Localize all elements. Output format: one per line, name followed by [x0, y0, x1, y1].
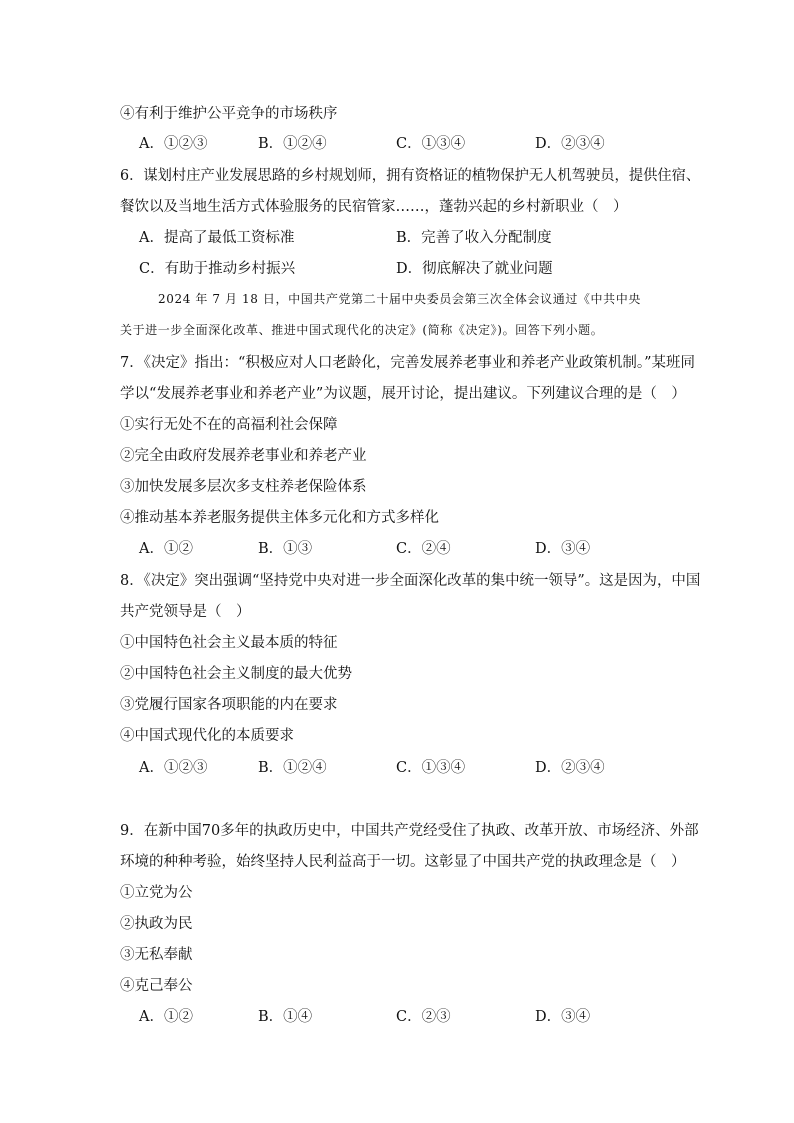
q9-option-c: C．②③ [396, 1009, 451, 1025]
q9-item-3: ③无私奉献 [120, 947, 193, 963]
q8-option-c: C．①③④ [396, 760, 466, 776]
q9-stem-line2: 环境的种种考验，始终坚持人民利益高于一切。这彰显了中国共产党的执政理念是（ ） [120, 854, 686, 870]
material-line1: 2024 年 7 月 18 日，中国共产党第二十届中央委员会第三次全体会议通过《中共中央 [158, 292, 641, 306]
q9-option-b: B．①④ [258, 1009, 313, 1025]
q7-stem-line2: 学以“发展养老事业和养老产业”为议题，展开讨论，提出建议。下列建议合理的是（ ） [120, 386, 686, 402]
q8-option-d: D．②③④ [535, 760, 605, 776]
material-line2: 关于进一步全面深化改革、推进中国式现代化的决定》(简称《决定》)。回答下列小题。 [120, 323, 604, 337]
q6-option-b: B．完善了收入分配制度 [396, 230, 552, 246]
q6-stem-line2: 餐饮以及当地生活方式体验服务的民宿管家……，蓬勃兴起的乡村新职业（ ） [120, 199, 628, 215]
q7-option-d: D．③④ [535, 541, 591, 557]
q7-item-3: ③加快发展多层次多支柱养老保险体系 [120, 479, 367, 495]
q9-option-d: D．③④ [535, 1009, 591, 1025]
q6-stem-line1: 6．谋划村庄产业发展思路的乡村规划师，拥有资格证的植物保护无人机驾驶员，提供住宿、 [120, 168, 701, 184]
q6-option-a: A．提高了最低工资标准 [139, 230, 295, 246]
q8-item-4: ④中国式现代化的本质要求 [120, 728, 294, 744]
q9-item-4: ④克己奉公 [120, 978, 193, 994]
q8-item-3: ③党履行国家各项职能的内在要求 [120, 697, 338, 713]
q8-item-2: ②中国特色社会主义制度的最大优势 [120, 666, 352, 682]
q8-stem-line2: 共产党领导是（ ） [120, 604, 251, 620]
q7-option-b: B．①③ [258, 541, 313, 557]
q7-option-a: A．①② [139, 541, 193, 557]
q8-option-b: B．①②④ [258, 760, 327, 776]
q6-option-c: C．有助于推动乡村振兴 [139, 261, 296, 277]
q9-item-1: ①立党为公 [120, 885, 193, 901]
q9-item-2: ②执政为民 [120, 916, 193, 932]
q5-item-4: ④有利于维护公平竞争的市场秩序 [120, 106, 338, 122]
q7-item-4: ④推动基本养老服务提供主体多元化和方式多样化 [120, 510, 439, 526]
q7-stem-line1: 7．《决定》指出：“积极应对人口老龄化，完善发展养老事业和养老产业政策机制。”某班同 [120, 355, 696, 371]
q7-item-2: ②完全由政府发展养老事业和养老产业 [120, 448, 367, 464]
q6-option-d: D．彻底解决了就业问题 [396, 261, 553, 277]
q9-stem-line1: 9．在新中国70多年的执政历史中，中国共产党经受住了执政、改革开放、市场经济、外部 [120, 823, 699, 839]
q5-option-c: C．①③④ [396, 136, 466, 152]
q8-item-1: ①中国特色社会主义最本质的特征 [120, 635, 338, 651]
q9-option-a: A．①② [139, 1009, 193, 1025]
q5-option-b: B．①②④ [258, 136, 327, 152]
q5-option-a: A．①②③ [139, 136, 208, 152]
q8-option-a: A．①②③ [139, 760, 208, 776]
q7-option-c: C．②④ [396, 541, 451, 557]
q5-option-d: D．②③④ [535, 136, 605, 152]
q7-item-1: ①实行无处不在的高福利社会保障 [120, 417, 338, 433]
q8-stem-line1: 8．《决定》突出强调“坚持党中央对进一步全面深化改革的集中统一领导”。这是因为，中国 [120, 573, 701, 589]
